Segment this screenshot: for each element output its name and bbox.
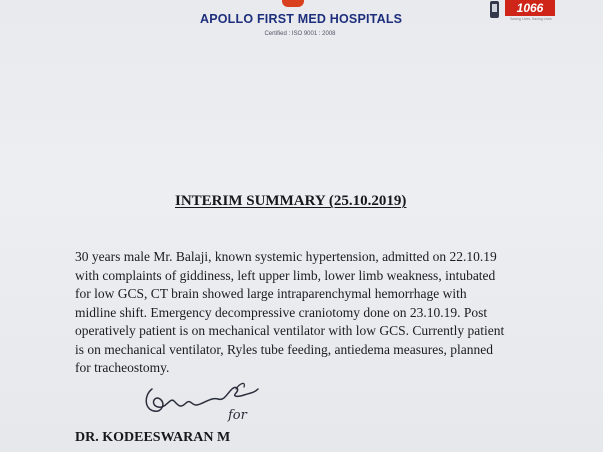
summary-line: 30 years male Mr. Balaji, known systemic hypertension, admitted on 22.10.19 (75, 249, 497, 264)
summary-line: for low GCS, CT brain showed large intraparenchymal hemorrhage with (75, 286, 467, 301)
emergency-number-badge: 1066 (505, 0, 555, 16)
summary-line: is on mechanical ventilator, Ryles tube feeding, antiedema measures, planned (75, 341, 494, 357)
emergency-tagline: Saving Lives, Saving Lives (510, 17, 552, 21)
summary-line: with complaints of giddiness, left upper limb, lower limb weakness, intubated (75, 267, 496, 283)
summary-line: midline shift. Emergency decompressive craniotomy done on 23.10.19. Post (75, 304, 488, 320)
document-title: INTERIM SUMMARY (25.10.2019) (175, 193, 407, 209)
summary-line: for tracheostomy. (75, 360, 170, 375)
summary-body (75, 248, 565, 378)
certification-text: Certified : ISO 9001 : 2008 (264, 31, 336, 37)
hospital-name: APOLLO FIRST MED HOSPITALS (200, 12, 403, 26)
summary-line: operatively patient is on mechanical ventilator with low GCS. Currently patient (75, 323, 505, 338)
doctor-name: DR. KODEESWARAN M (75, 430, 231, 445)
svg-text:for: for (228, 408, 247, 423)
handwritten-signature (140, 375, 265, 423)
hospital-logo (282, 0, 304, 7)
phone-icon (490, 1, 499, 18)
